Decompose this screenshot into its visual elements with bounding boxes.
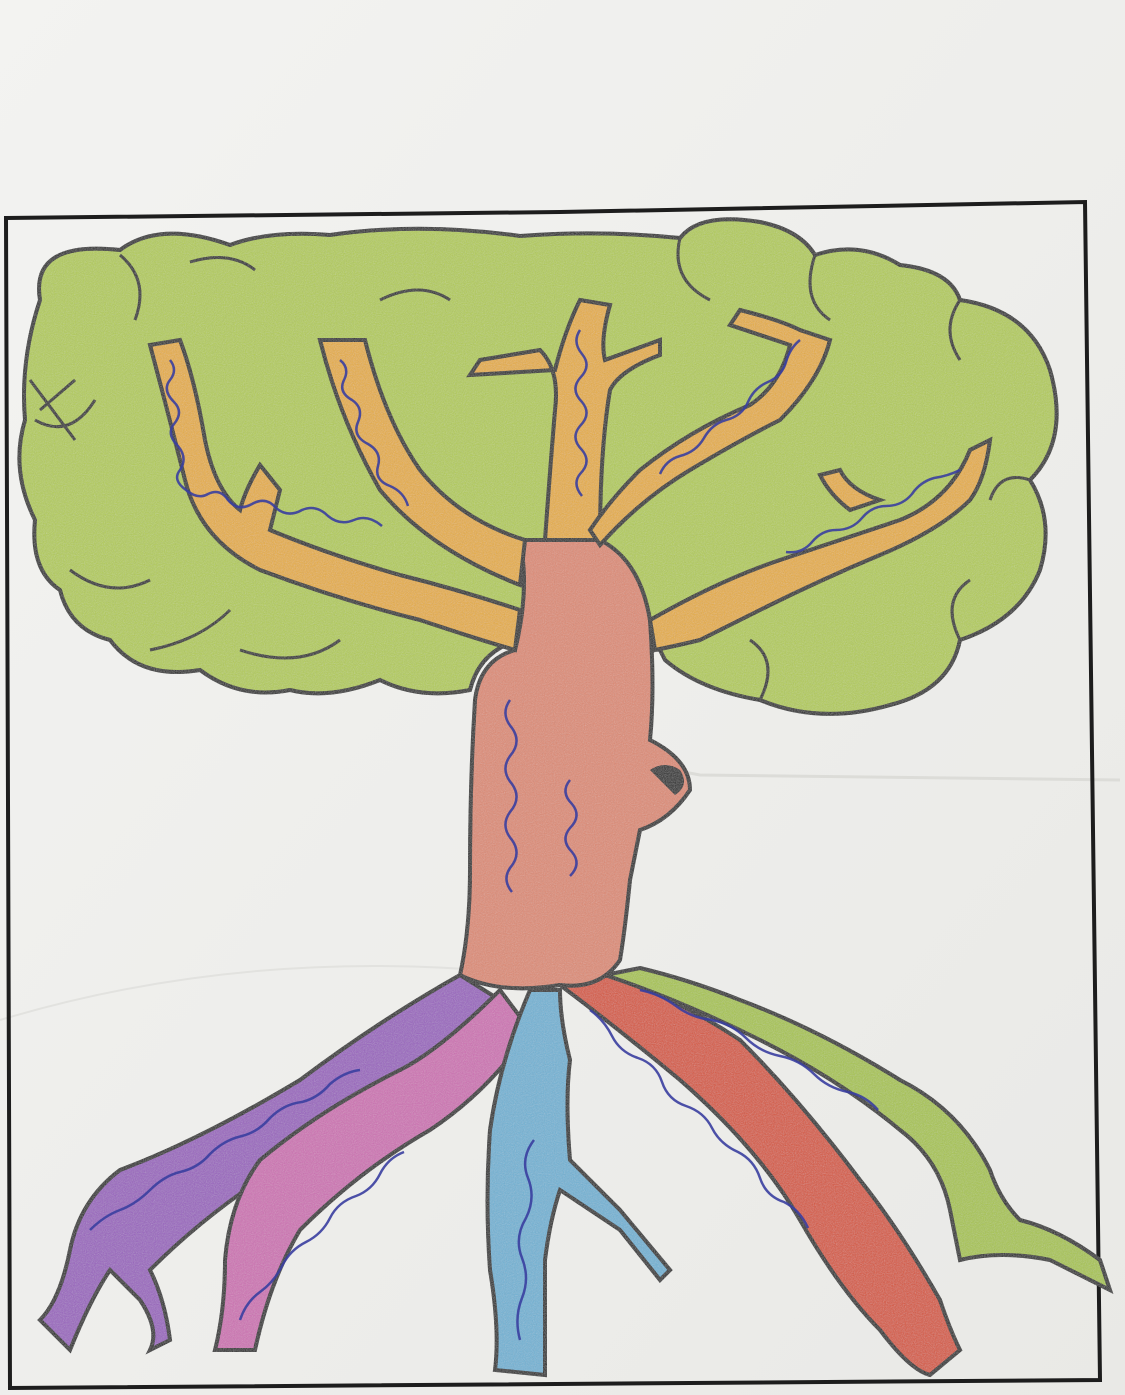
tree-drawing xyxy=(0,0,1125,1395)
